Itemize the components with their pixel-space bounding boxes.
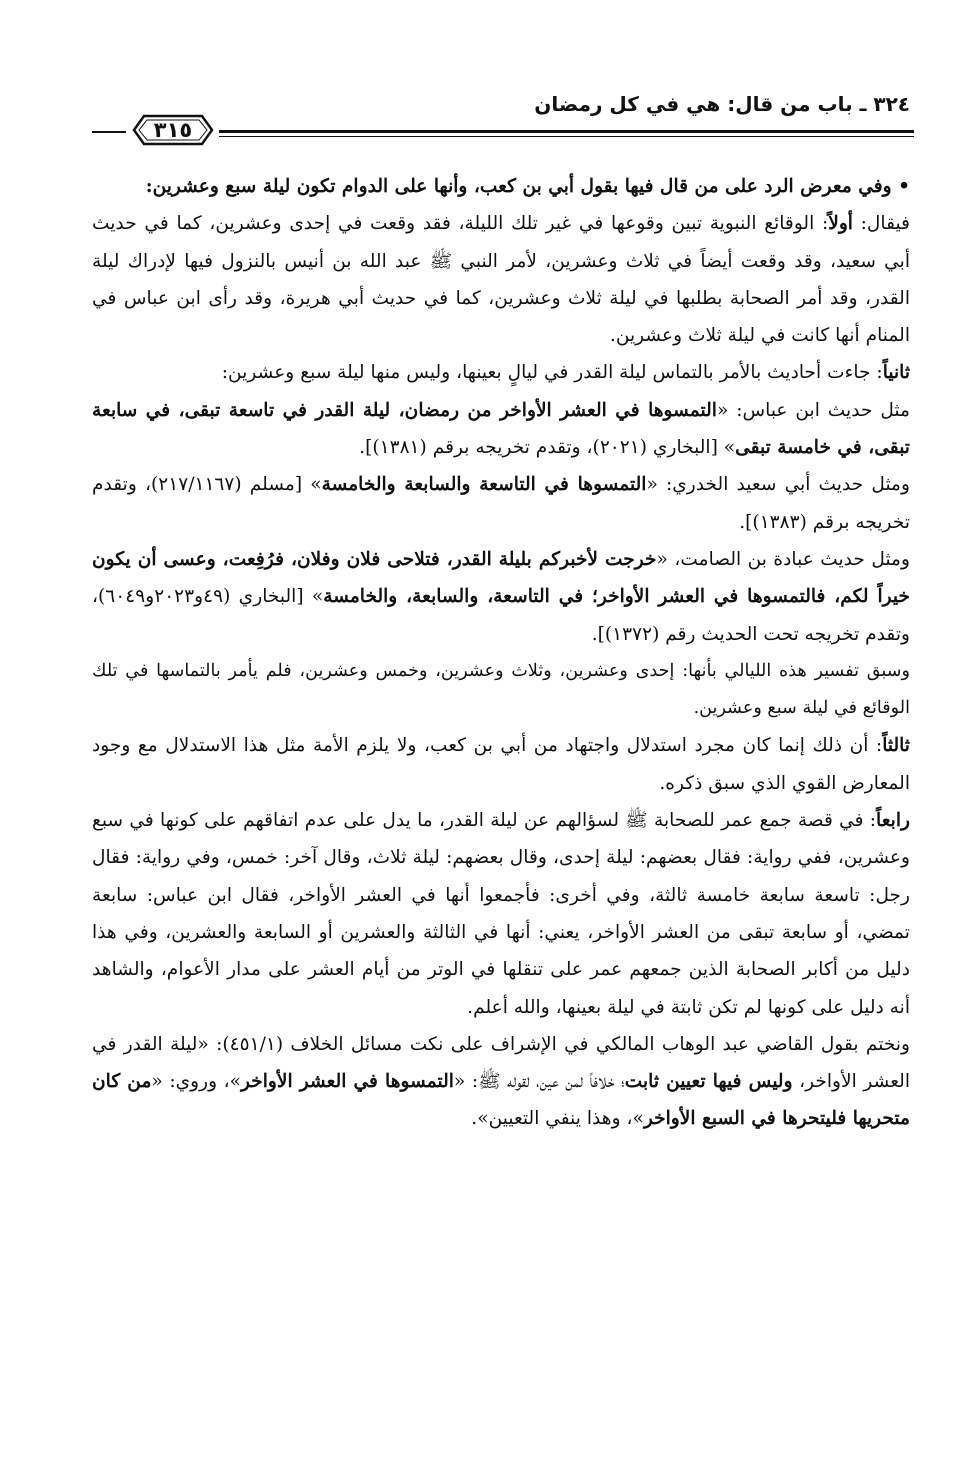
bold-text: من كان متحريها فليتحرها في السبع الأواخر — [92, 1071, 910, 1130]
text-segment: » [مسلم (٢١٧/١١٦٧)، وتقدم تخريجه برقم (١٣٨٣)]. — [92, 474, 910, 533]
bold-text: أولاً — [828, 213, 853, 235]
text-segment: : الوقائع النبوية تبين وقوعها في غير تلك الليلة، فقد وقعت في إحدى وعشرين، كما في حديث أبي سعيد، وقد وقعت أيضاً في ثلاث وعشرين، لأمر النبي ﷺ عبد الله بن أنيس بالنزول فيها لإدراك ليلة القدر، وقد أمر الصحابة بطلبها في ليلة ثلاث وعشرين، كما في حديث أبي هريرة، وقد رأى ابن عباس في المنام أنها كانت في ليلة ثلاث وعشرين. — [92, 213, 910, 347]
header-dash — [92, 131, 126, 133]
text-segment: ومثل حديث عبادة بن الصامت، « — [656, 548, 910, 570]
text-segment: مثل حديث ابن عباس: « — [716, 399, 911, 421]
text-segment: وسبق تفسير هذه الليالي بأنها: إحدى وعشرين، وثلاث وعشرين، وخمس وعشرين، فلم يأمر بالتماسها في تلك الوقائع في ليلة سبع وعشرين. — [92, 660, 910, 719]
bold-text: ثالثاً — [882, 735, 910, 757]
bold-text: • وفي معرض الرد على من قال فيها بقول أبي بن كعب، وأنها على الدوام تكون ليلة سبع وعشرين: — [145, 176, 910, 197]
header-rule — [219, 130, 914, 133]
text-segment: : في قصة جمع عمر للصحابة ﷺ لسؤالهم عن ليلة القدر، ما يدل على عدم اتفاقهم على كونها في سبع وعشرين، ففي رواية: فقال بعضهم: ليلة إحدى، وقال بعضهم: ليلة ثلاث، وقال آخر: خمس، وفي رواية: فقال رجل: تاسعة سابعة خامسة ثالثة، وفي أخرى: فأجمعوا أنها في العشر الأواخر، فقال ابن عباس: سابعة تمضي، أو سابعة تبقى من العشر الأواخر، يعني: أنها في الثالثة والعشرين أو السابعة والعشرين، وفي هذا دليل من أكابر الصحابة الذين جمعهم عمر على تنقلها في الوتر من أيام العشر على مدار الأعوام، والشاهد أنه دليل على كونها لم تكن ثابتة في ليلة بعينها، والله أعلم. — [92, 810, 910, 1018]
text-segment: ؛ خلافاً لمن عين، لقوله ﷺ: « — [453, 1071, 625, 1093]
bold-text: وليس فيها تعيين ثابت — [624, 1071, 793, 1093]
paragraph — [92, 168, 910, 205]
header-rule-thin — [219, 136, 914, 137]
text-segment: ومثل حديث أبي سعيد الخدري: « — [646, 474, 910, 496]
paragraph — [92, 541, 910, 653]
bold-text: خرجت لأخبركم بليلة القدر، فتلاحى فلان وفلان، فرُفِعت، وعسى أن يكون خيراً لكم، فالتمسوها في العشر الأواخر؛ في التاسعة، والسابعة، والخامسة — [92, 548, 910, 608]
running-title: ٣٢٤ ـ باب من قال: هي في كل رمضان — [534, 92, 910, 116]
text-segment: : أن ذلك إنما كان مجرد استدلال واجتهاد من أبي بن كعب، ولا يلزم الأمة مثل هذا الاستدلال مع وجود المعارض القوي الذي سبق ذكره. — [92, 735, 910, 794]
bold-text: رابعاً — [876, 810, 910, 832]
paragraph — [92, 653, 910, 728]
paragraph — [92, 802, 910, 1026]
text-segment: فيقال: — [852, 213, 910, 235]
paragraph — [92, 727, 910, 802]
page-header — [84, 86, 914, 158]
bold-text: التمسوها في التاسعة والسابعة والخامسة — [321, 474, 647, 496]
paragraph — [92, 1026, 910, 1138]
paragraph — [92, 466, 910, 541]
text-segment: » [البخاري (٢٠٢١)، وتقدم تخريجه برقم (١٣٨١)]. — [359, 437, 736, 459]
page-number-badge — [130, 110, 216, 150]
paragraph — [92, 354, 910, 391]
paragraph — [92, 392, 910, 467]
text-segment: ونختم بقول القاضي عبد الوهاب المالكي في الإشراف على نكت مسائل الخلاف (٤٥١/١): «ليلة القدر في العشر الأواخر، — [92, 1033, 910, 1093]
text-segment: »، وهذا ينفي التعيين». — [471, 1108, 644, 1130]
paragraph — [92, 205, 910, 354]
text-segment: : جاءت أحاديث بالأمر بالتماس ليلة القدر في ليالٍ بعينها، وليس منها ليلة سبع وعشرين: — [221, 362, 883, 384]
text-segment: » [البخاري (٤٩و٢٠٢٣و٦٠٤٩)، وتقدم تخريجه تحت الحديث رقم (١٣٧٢)]. — [92, 586, 910, 645]
text-segment: »، وروي: « — [151, 1071, 242, 1093]
bold-text: التمسوها في العشر الأواخر من رمضان، ليلة القدر في تاسعة تبقى، في سابعة تبقى، في خامسة تبقى — [92, 399, 910, 459]
page-body — [92, 168, 910, 1138]
page-number: ٣١٥ — [153, 118, 193, 142]
bold-text: التمسوها في العشر الأواخر — [241, 1071, 454, 1093]
bold-text: ثانياً — [882, 362, 910, 384]
